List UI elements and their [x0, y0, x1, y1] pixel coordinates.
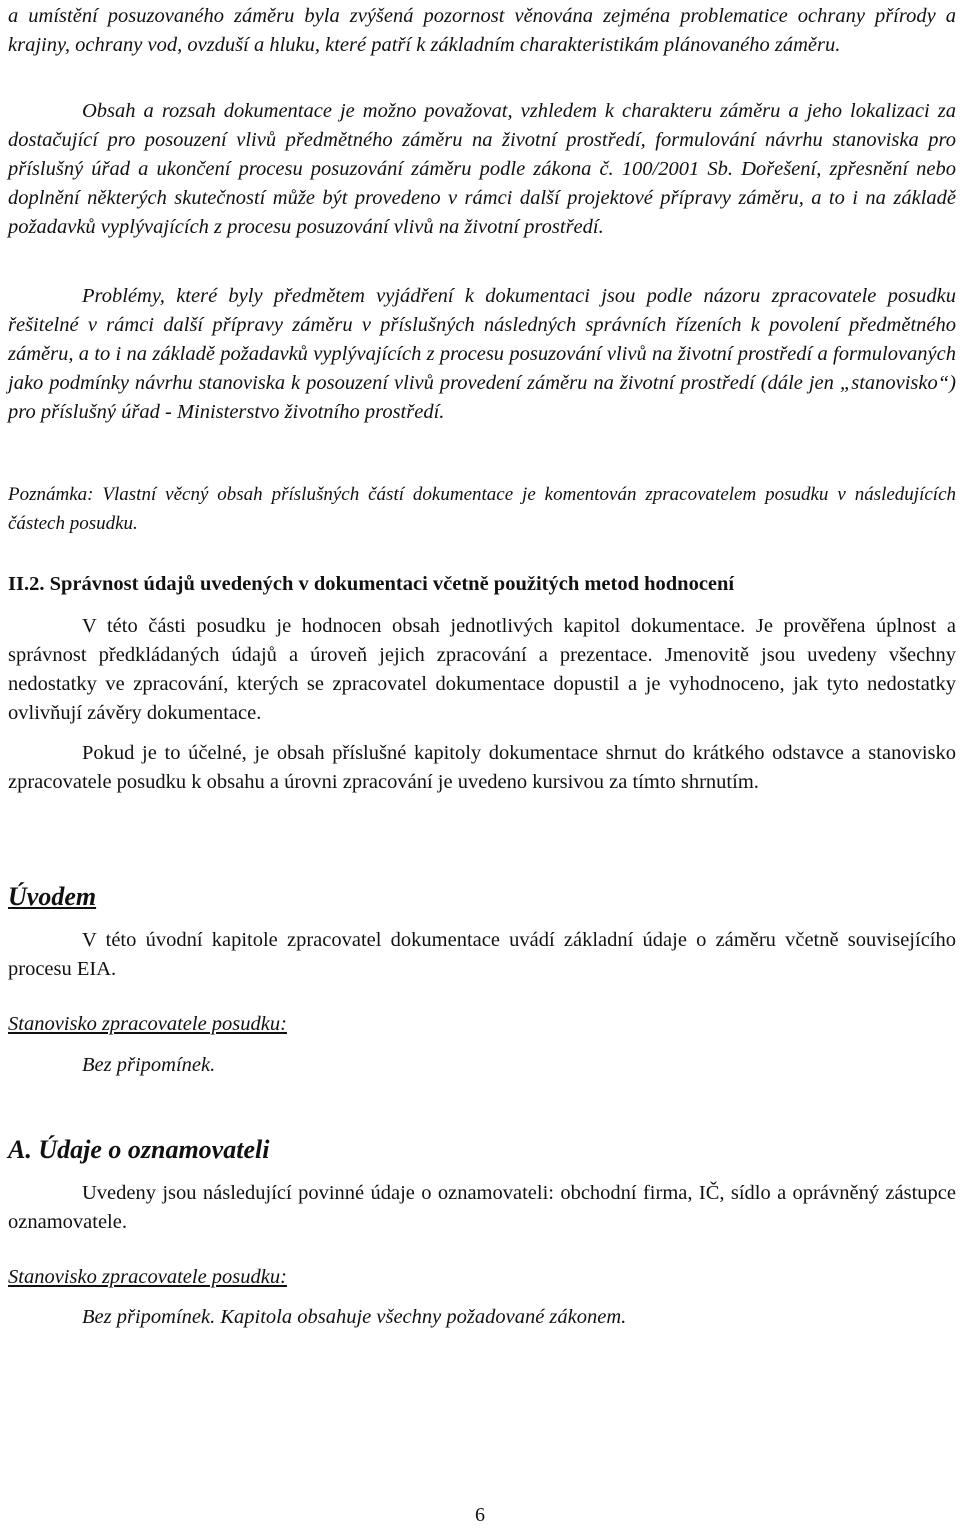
page-number: 6 — [475, 1504, 485, 1526]
uvodem-text: V této úvodní kapitole zpracovatel dokumentace uvádí základní údaje o záměru včetně souvisejícího procesu EIA. — [8, 929, 956, 980]
section-a-opinion-label: Stanovisko zpracovatele posudku: — [8, 1266, 287, 1288]
intro-paragraph-3: Problémy, které byly předmětem vyjádření k dokumentaci jsou podle názoru zpracovatele posudku řešitelné v rámci další přípravy záměru v příslušných následných správních řízeních k povolení předmětného záměru, a to i na základě požadavků vyplývajících z procesu posuzování vlivů na životní prostředí a formulovaných jako podmínky návrhu stanoviska k posouzení vlivů provedení záměru na životní prostředí (dále jen „stanovisko“) pro příslušný úřad - Ministerstvo životního prostředí. — [8, 285, 956, 423]
section-ii2-paragraph-1: V této části posudku je hodnocen obsah jednotlivých kapitol dokumentace. Je prověřena úplnost a správnost předkládaných údajů a úroveň jejich zpracování a prezentace. Jmenovitě jsou uvedeny všechny nedostatky ve zpracování, kterých se zpracovatel dokumentace dopustil a je vyhodnoceno, jak tyto nedostatky ovlivňují závěry dokumentace. — [8, 615, 956, 724]
intro-note: Poznámka: Vlastní věcný obsah příslušných částí dokumentace je komentován zpracovatelem posudku v následujících částech posudku. — [8, 484, 956, 534]
intro-paragraph-1: a umístění posuzovaného záměru byla zvýšená pozornost věnována zejména problematice ochrany přírody a krajiny, ochrany vod, ovzduší a hluku, které patří k základním charakteristikám plánovaného záměru. — [8, 5, 956, 56]
section-a-heading: A. Údaje o oznamovateli — [8, 1135, 270, 1164]
uvodem-heading: Úvodem — [8, 882, 97, 911]
section-ii2-paragraph-2: Pokud je to účelné, je obsah příslušné kapitoly dokumentace shrnut do krátkého odstavce a stanovisko zpracovatele posudku k obsahu a úrovni zpracování je uvedeno kursivou za tímto shrnutím. — [8, 742, 956, 793]
section-a-text: Uvedeny jsou následující povinné údaje o oznamovateli: obchodní firma, IČ, sídlo a oprávněný zástupce oznamovatele. — [8, 1182, 956, 1233]
intro-paragraph-2 — [8, 97, 956, 242]
section-ii2-heading: II.2. Správnost údajů uvedených v dokumentaci včetně použitých metod hodnocení — [8, 573, 735, 595]
uvodem-opinion-text: Bez připomínek. — [82, 1054, 216, 1076]
section-a-opinion-text: Bez připomínek. Kapitola obsahuje všechny požadované zákonem. — [82, 1306, 627, 1328]
intro-paragraph-2-rest: Dořešení, zpřesnění nebo doplnění některých skutečností může být provedeno v rámci další projektové přípravy záměru, a to i na základě požadavků vyplývajících z procesu posuzování vlivů na životní prostředí. — [8, 158, 956, 238]
uvodem-opinion-label: Stanovisko zpracovatele posudku: — [8, 1013, 287, 1035]
intro-paragraph-2-italic: Obsah a rozsah dokumentace je možno považovat, vzhledem k charakteru záměru a jeho lokalizaci za dostačující pro posouzení vlivů předmětného záměru na životní prostředí, formulování návrhu stanoviska pro příslušný úřad a ukončení procesu posuzování záměru podle zákona č. 100/2001 Sb. — [8, 100, 956, 180]
